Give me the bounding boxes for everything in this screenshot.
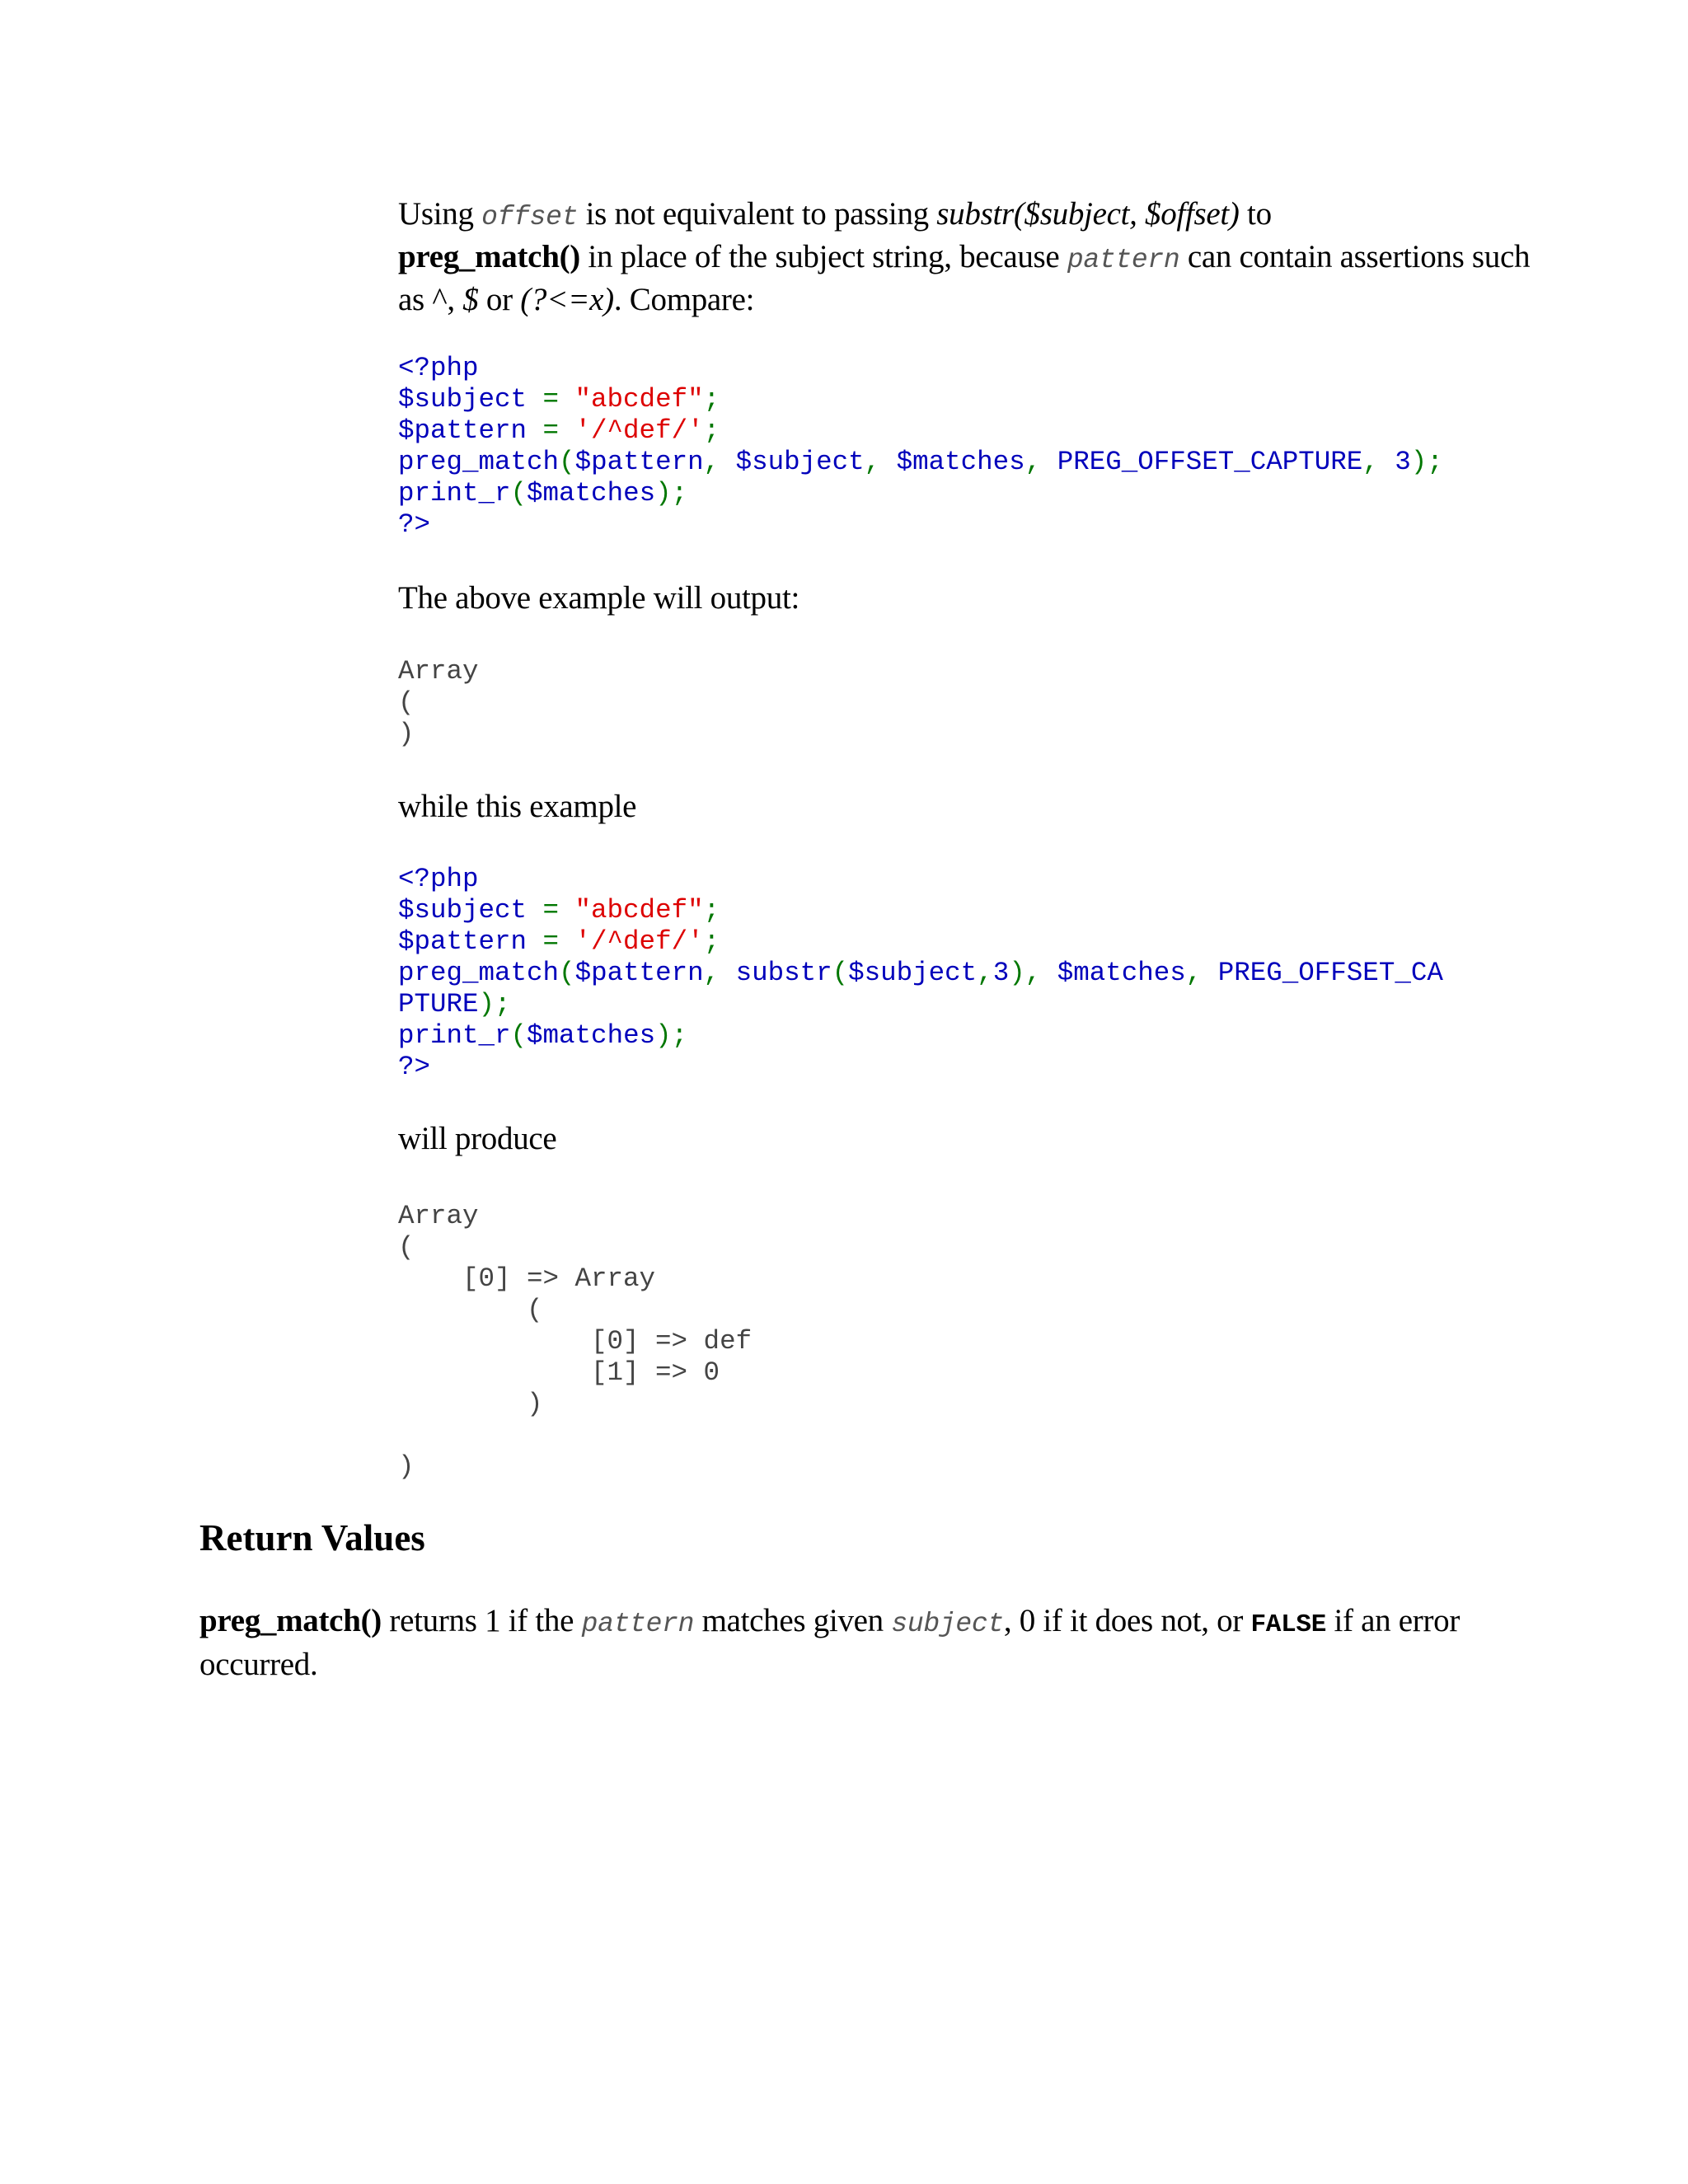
code-token: "abcdef" [574,384,704,415]
code-token: ?> [398,509,431,540]
offset-param: offset [481,202,579,232]
intro-text: or [478,282,521,317]
code-token: , [1025,447,1057,477]
code-token: PTURE [398,989,479,1019]
code-token: ; [703,415,720,446]
output-block-1: Array ( ) [398,656,479,749]
code-token: ); [655,1020,688,1051]
pattern-param: pattern [1067,245,1180,275]
code-token: $subject [398,384,528,415]
intro-text: can contain assertions such as ^, [398,239,1531,317]
pattern-param: pattern [581,1609,695,1639]
code-token: ); [1410,447,1443,477]
code-token: ; [703,384,720,415]
while-label: while this example [398,789,637,824]
return-text: , 0 if it does not, or [1003,1603,1251,1638]
return-values-paragraph [199,1601,1535,1685]
code-example-2 [398,864,1536,1083]
code-token: 3 [992,958,1010,988]
function-name: preg_match() [398,239,580,274]
code-token: $pattern [574,447,704,477]
code-token: , [977,958,993,988]
code-token: ); [478,989,511,1019]
intro-paragraph [398,194,1536,320]
code-token: $matches [527,478,656,509]
intro-text: in place of the subject string, because [579,239,1067,274]
code-token: ( [510,1020,528,1051]
code-token: PREG_OFFSET_CA [1217,958,1443,988]
section-heading-return-values: Return Values [199,1517,425,1558]
code-token: = [527,415,575,446]
intro-text: . Compare: [613,282,755,317]
code-token: 3 [1395,447,1411,477]
intro-text: to [1239,196,1272,232]
return-text: returns 1 if the [381,1603,582,1638]
code-token: $matches [1057,958,1186,988]
code-token: $subject [398,895,528,926]
code-token: , [703,447,736,477]
subject-param: subject [891,1609,1004,1639]
code-token: "abcdef" [574,895,704,926]
code-token: preg_match [398,958,560,988]
code-token: = [527,384,575,415]
code-token: ( [559,447,575,477]
code-token: ?> [398,1052,431,1082]
return-text: matches given [694,1603,892,1638]
code-token: $subject [848,958,978,988]
output-label-1: The above example will output: [398,580,800,616]
dollar-assertion: $ [462,282,479,317]
code-token: ; [703,895,720,926]
code-token: <?php [398,864,479,894]
code-token: '/^def/' [574,415,704,446]
code-token: $pattern [398,926,528,957]
code-token: print_r [398,478,511,509]
code-token: print_r [398,1020,511,1051]
code-token: $pattern [574,958,704,988]
code-token: ( [832,958,849,988]
function-name: preg_match() [199,1603,382,1638]
lookbehind-assertion: (?<=x) [520,282,614,317]
code-token: $matches [896,447,1025,477]
code-token: ( [510,478,528,509]
code-token: = [527,895,575,926]
false-constant: FALSE [1250,1610,1327,1639]
code-token: = [527,926,575,957]
code-token: , [864,447,897,477]
substr-expression: substr($subject, $offset) [936,196,1240,232]
code-token: substr [735,958,832,988]
intro-text: Using [398,196,482,232]
code-token: ; [703,926,720,957]
code-token: $pattern [398,415,528,446]
output-block-2: Array ( [0] => Array ( [0] => def [1] => 0 ) ) [398,1201,753,1482]
code-token: '/^def/' [574,926,704,957]
code-example-1 [398,353,1536,541]
produce-label: will produce [398,1121,557,1156]
code-token: , [703,958,736,988]
code-token: ), [1009,958,1057,988]
code-token: , [1362,447,1395,477]
code-token: PREG_OFFSET_CAPTURE [1057,447,1363,477]
code-token: ( [559,958,575,988]
code-token: preg_match [398,447,560,477]
code-token: ); [655,478,688,509]
code-token: $matches [527,1020,656,1051]
intro-text: is not equivalent to passing [578,196,937,232]
code-token: $subject [735,447,865,477]
code-token: <?php [398,353,479,383]
return-text: if an error occurred. [199,1603,1461,1682]
code-token: , [1185,958,1218,988]
